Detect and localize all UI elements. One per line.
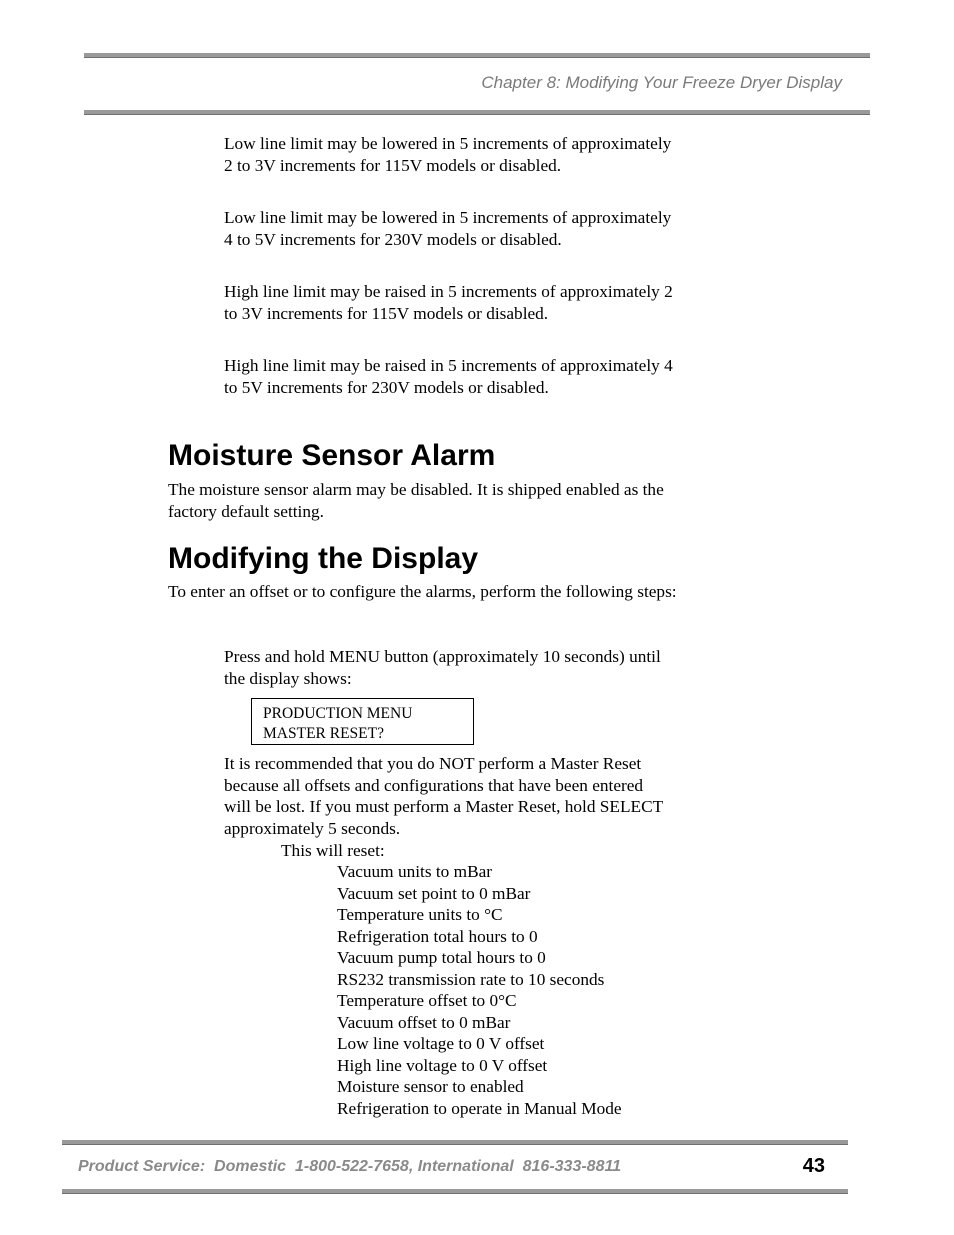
high-limit-230v-text: High line limit may be raised in 5 increments of approximately 4 to 5V increments for 230V models or disabled.	[224, 356, 673, 397]
list-item: Vacuum pump total hours to 0	[337, 948, 546, 967]
low-limit-230v-text: Low line limit may be lowered in 5 increments of approximately 4 to 5V increments for 230V models or disabled.	[224, 208, 672, 249]
step-press-menu-text: Press and hold MENU button (approximately 10 seconds) until the display shows:	[224, 647, 661, 688]
list-item: Vacuum set point to 0 mBar	[337, 883, 531, 903]
display-line-2: MASTER RESET?	[263, 725, 384, 742]
list-item: Temperature offset to 0°C	[337, 991, 517, 1010]
product-service-contact: Product Service: Domestic 1-800-522-7658, International 816-333-8811	[78, 1158, 622, 1175]
display-line-1: PRODUCTION MENU	[263, 705, 413, 722]
moisture-sensor-text: The moisture sensor alarm may be disabled. It is shipped enabled as the factory default setting.	[168, 480, 664, 521]
list-item: Low line voltage to 0 V offset	[337, 1034, 545, 1053]
list-item: Temperature units to °C	[337, 905, 503, 924]
moisture-sensor-heading: Moisture Sensor Alarm	[168, 439, 496, 472]
list-item: High line voltage to 0 V offset	[337, 1055, 548, 1075]
master-reset-warning: It is recommended that you do NOT perform a Master Reset because all offsets and configurations that have been entered will be lost. If you must perform a Master Reset, hold SELECT approximately 5 seconds.	[224, 754, 663, 838]
list-item: Vacuum offset to 0 mBar	[337, 1012, 511, 1032]
modifying-display-intro: To enter an offset or to configure the alarms, perform the following steps:	[168, 582, 677, 601]
footer-rule-top	[62, 1140, 848, 1145]
header-rule-bottom	[84, 110, 870, 115]
reset-items-list	[337, 861, 622, 1119]
list-item: Moisture sensor to enabled	[337, 1077, 524, 1096]
modifying-display-heading: Modifying the Display	[168, 542, 479, 575]
page-number: 43	[802, 1155, 825, 1177]
footer-rule-bottom	[62, 1189, 848, 1194]
chapter-title: Chapter 8: Modifying Your Freeze Dryer Display	[481, 73, 842, 92]
high-limit-115v-text: High line limit may be raised in 5 increments of approximately 2 to 3V increments for 115V models or disabled.	[224, 282, 673, 323]
reset-intro-text: This will reset:	[281, 841, 385, 860]
list-item: RS232 transmission rate to 10 seconds	[337, 969, 605, 989]
low-limit-115v-text: Low line limit may be lowered in 5 increments of approximately 2 to 3V increments for 115V models or disabled.	[224, 134, 672, 175]
lcd-display-box	[251, 698, 474, 745]
list-item: Refrigeration to operate in Manual Mode	[337, 1098, 622, 1118]
list-item: Refrigeration total hours to 0	[337, 926, 538, 946]
header-rule-top	[84, 53, 870, 58]
list-item: Vacuum units to mBar	[337, 862, 493, 881]
